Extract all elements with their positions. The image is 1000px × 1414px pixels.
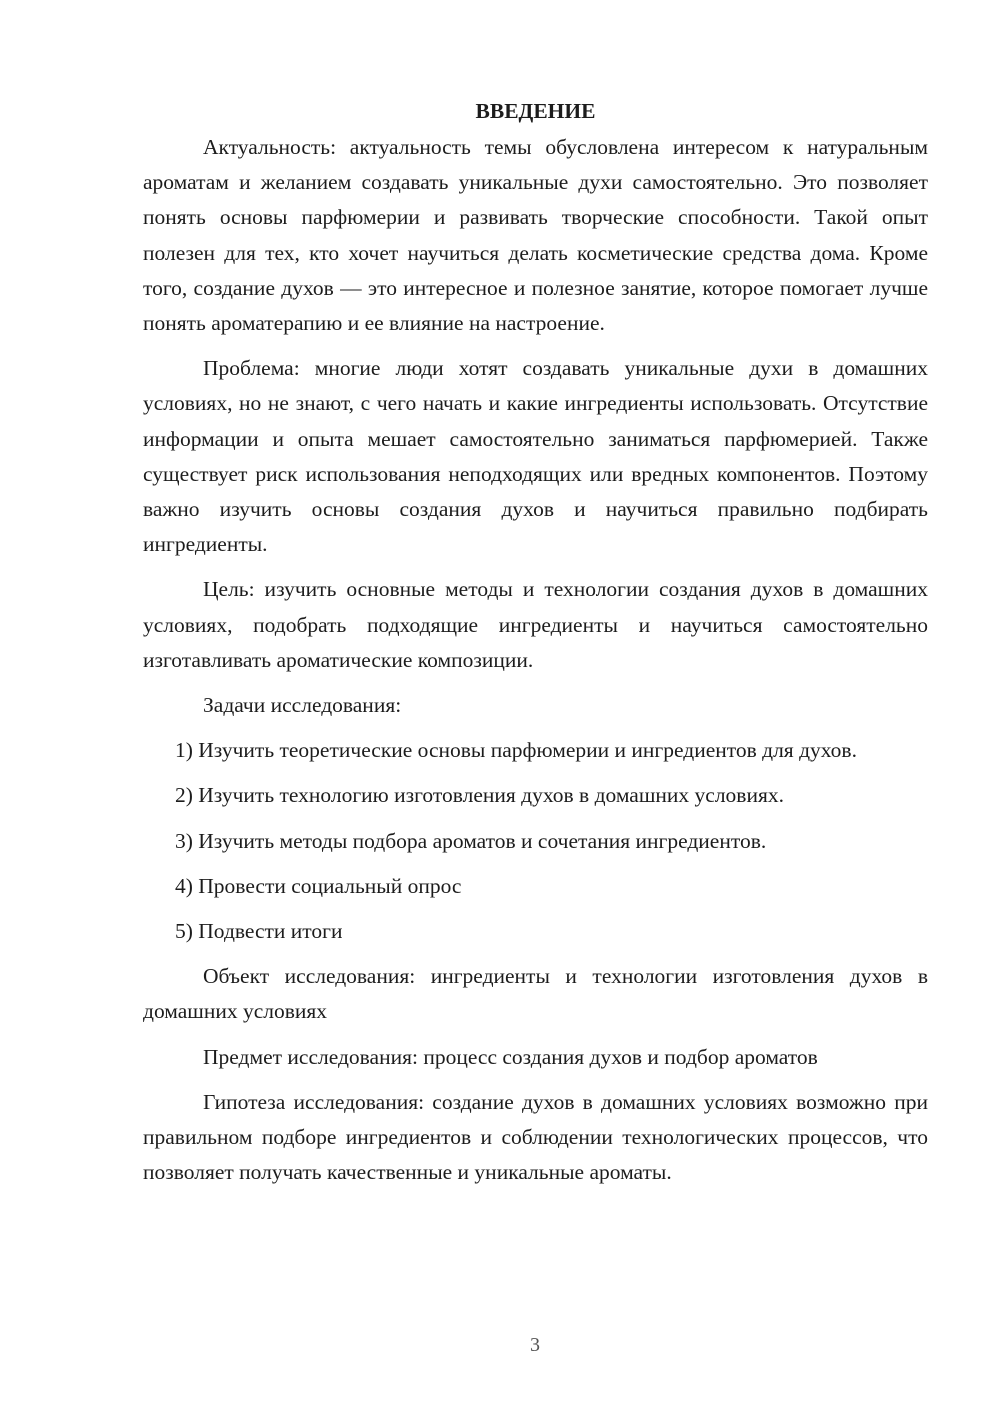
- paragraph-subject: Предмет исследования: процесс создания духов и подбор ароматов: [203, 1044, 818, 1069]
- paragraph-goal: Цель: изучить основные методы и технологии создания духов в домашних условиях, подобрать подходящие ингредиенты и научиться самостоятельно изготавливать ароматические композиции.: [143, 577, 928, 672]
- task-item-5: 5) Подвести итоги: [175, 919, 343, 944]
- task-item-3: 3) Изучить методы подбора ароматов и сочетания ингредиентов.: [175, 828, 767, 853]
- page-number: 3: [530, 1334, 540, 1356]
- tasks-list: [143, 733, 928, 949]
- tasks-heading: Задачи исследования:: [203, 693, 402, 718]
- task-item-2: 2) Изучить технологию изготовления духов в домашних условиях.: [175, 783, 784, 808]
- task-item-4: 4) Провести социальный опрос: [175, 873, 462, 898]
- paragraph-object: Объект исследования: ингредиенты и технологии изготовления духов в домашних условиях: [143, 964, 928, 1024]
- section-title: ВВЕДЕНИЕ: [475, 99, 596, 123]
- task-item-1: 1) Изучить теоретические основы парфюмерии и ингредиентов для духов.: [175, 738, 857, 763]
- document-page: [143, 96, 928, 1200]
- paragraph-hypothesis: Гипотеза исследования: создание духов в домашних условиях возможно при правильном подборе ингредиентов и соблюдении технологических процессов, что позволяет получать качественные и уникальные ароматы.: [143, 1089, 928, 1185]
- paragraph-relevance: Актуальность: актуальность темы обусловлена интересом к натуральным ароматам и желанием создавать уникальные духи самостоятельно. Это позволяет понять основы парфюмерии и развивать творческие способности. Такой опыт полезен для тех, кто хочет научиться делать косметические средства дома. Кроме того, создание духов — это интересное и полезное занятие, которое помогает лучше понять ароматерапию и ее влияние на настроение.: [143, 135, 928, 336]
- paragraph-problem: Проблема: многие люди хотят создавать уникальные духи в домашних условиях, но не знают, с чего начать и какие ингредиенты использовать. Отсутствие информации и опыта мешает самостоятельно заниматься парфюмерией. Также существует риск использования неподходящих или вредных компонентов. Поэтому важно изучить основы создания духов и научиться правильно подбирать ингредиенты.: [143, 356, 928, 557]
